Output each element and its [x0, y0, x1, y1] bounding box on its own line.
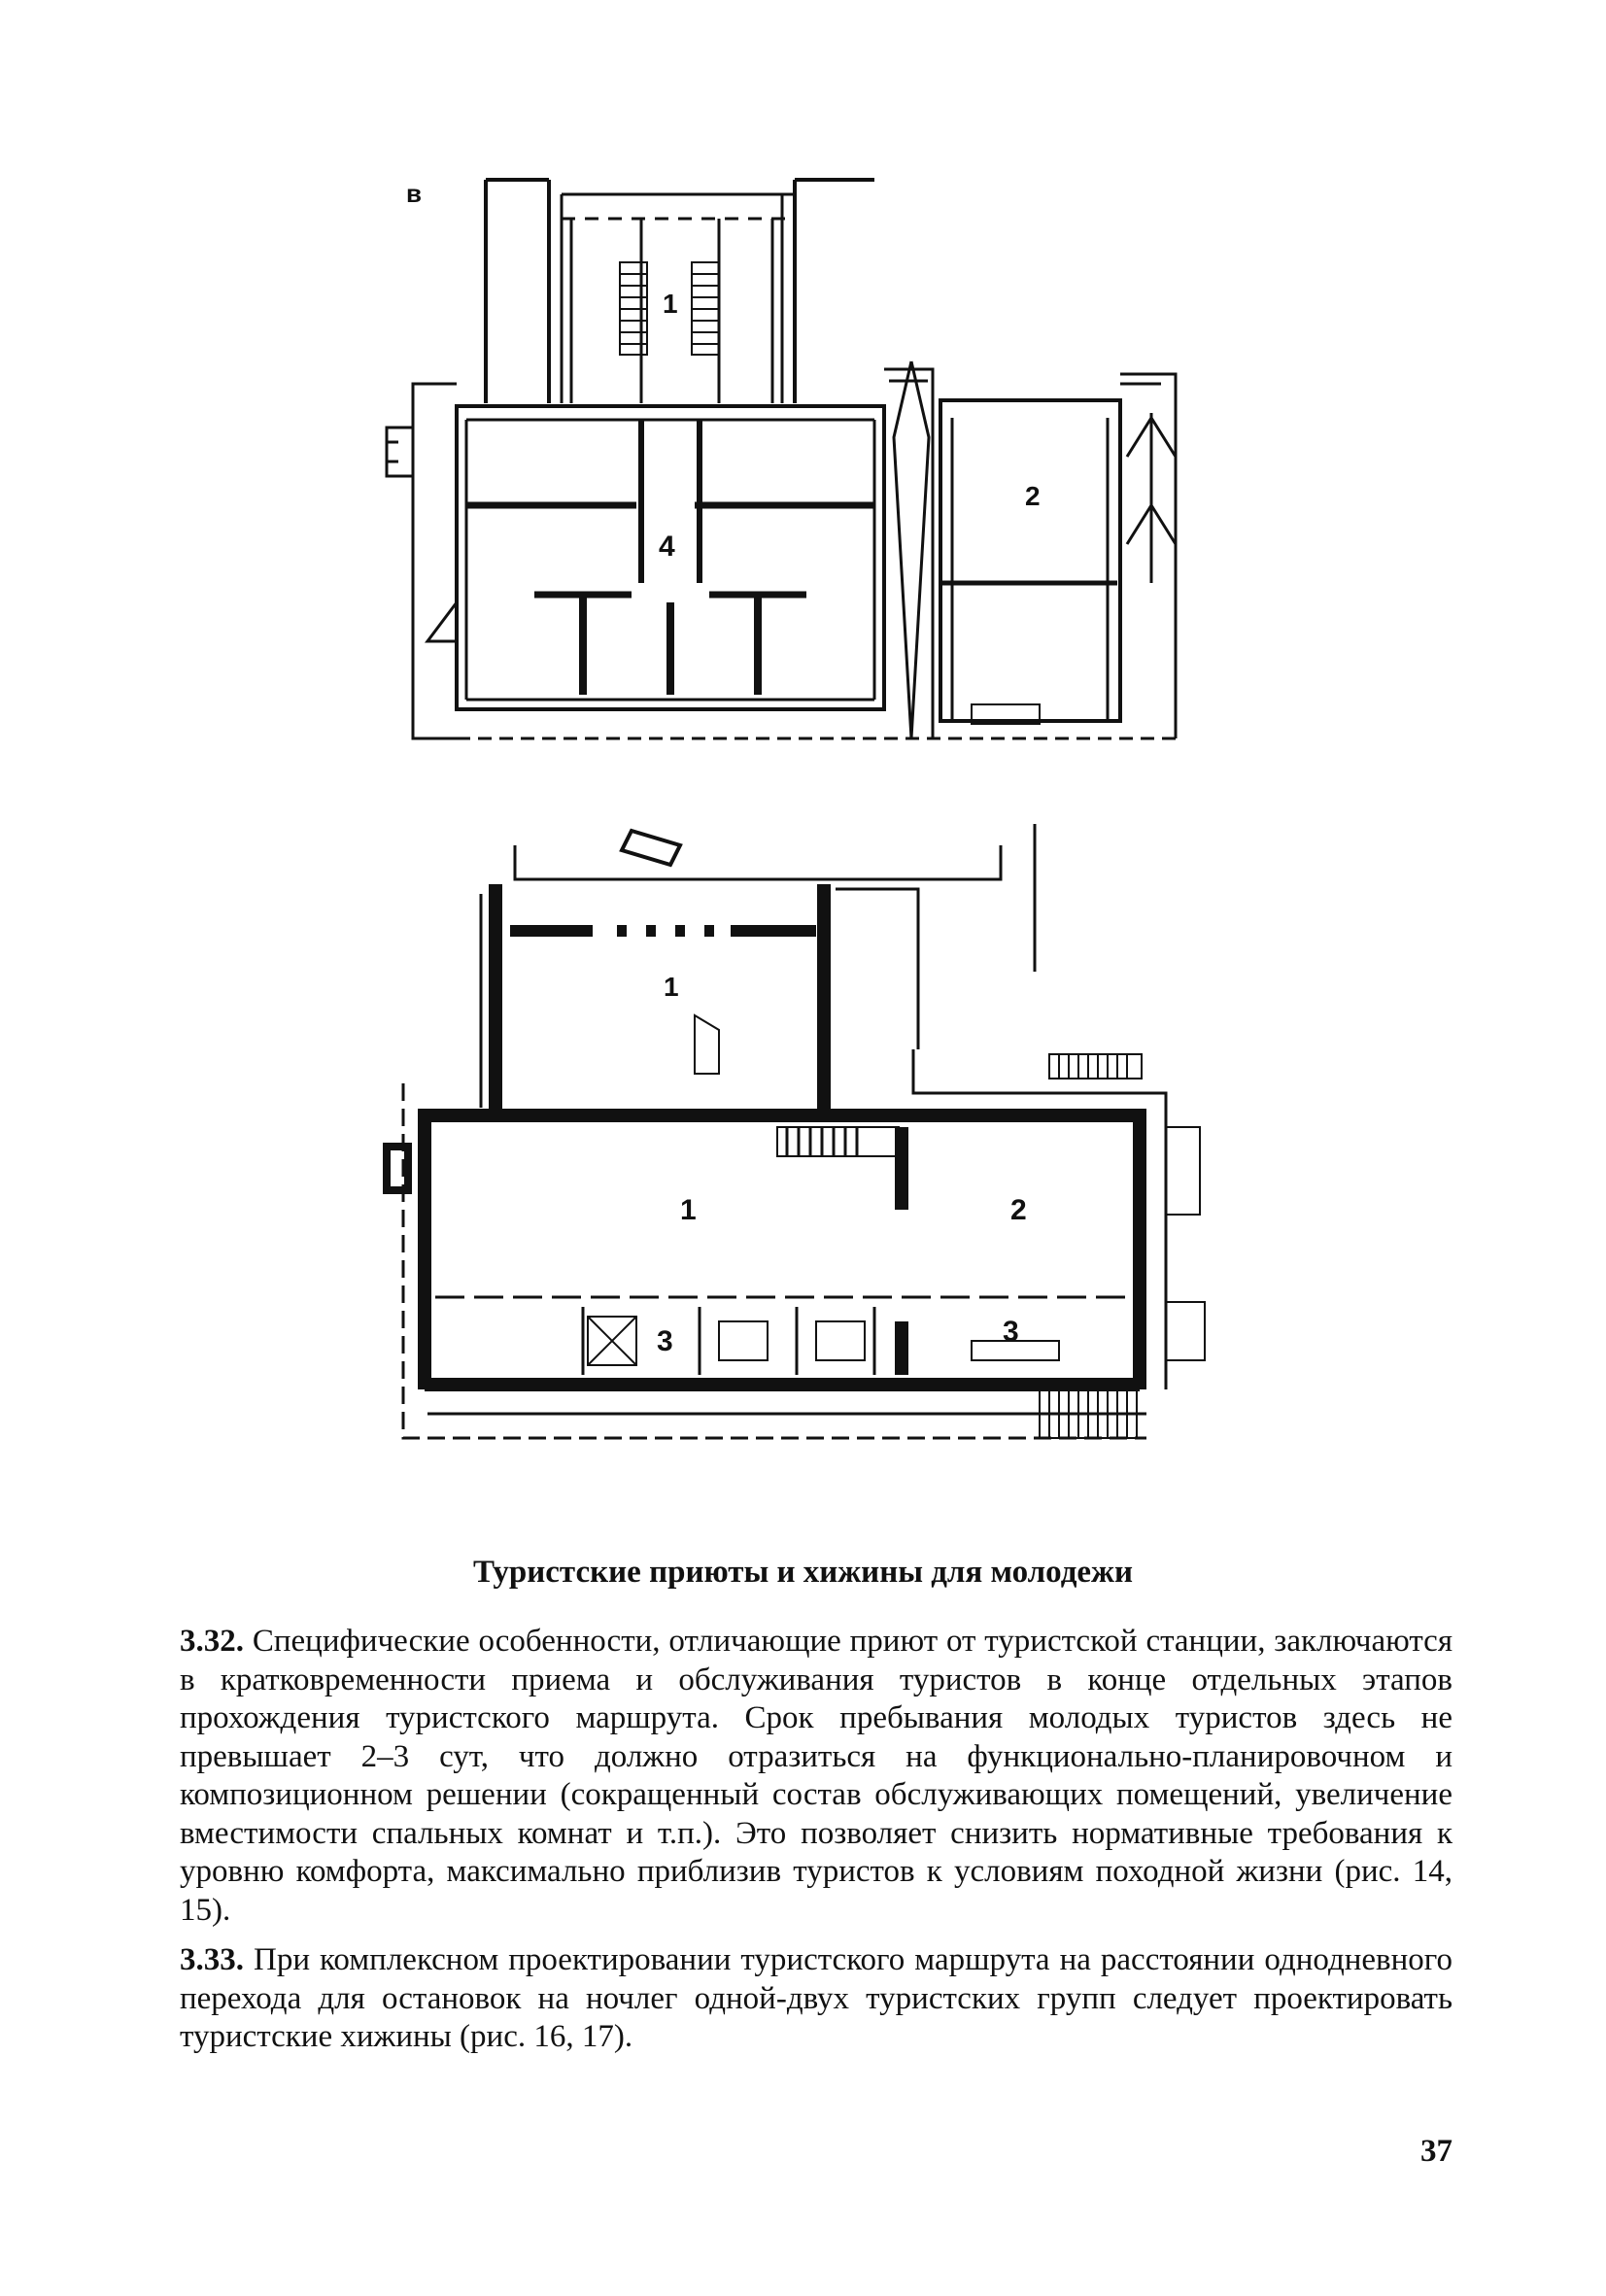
paragraph-number: 3.33.: [180, 1942, 244, 1977]
fig-letter-v: в: [406, 179, 422, 208]
paragraph-text: При комплексном проектировании туристского маршрута на расстоянии однодневного перехода для остановок на ночлег одной-двух туристских групп следует проектировать туристские хижины (рис. 16, 17).: [180, 1942, 1453, 2054]
top-room-label-2: 2: [1025, 481, 1041, 511]
paragraph-3-33: [180, 1941, 1452, 2057]
bottom-room-label-3b: 3: [1003, 1316, 1019, 1348]
top-floor-plan: [387, 180, 1176, 738]
bottom-room-label-upper-1: 1: [664, 972, 679, 1002]
page-number: 37: [1420, 2134, 1452, 2169]
bottom-room-label-main-1: 1: [680, 1194, 697, 1226]
bottom-room-label-3a: 3: [657, 1325, 673, 1357]
bottom-room-label-2: 2: [1010, 1194, 1027, 1226]
paragraph-text: Специфические особенности, отличающие приют от туристской станции, заключаются в кратковременности приема и обслуживания туристов в конце отдельных этапов прохождения туристского маршрута. Срок пребывания молодых туристов здесь не превышает 2–3 сут, что должно отразиться на функционально-планировочном и композиционном решении (сокращенный состав обслуживающих помещений, увеличение вместимости спальных комнат и т.п.). Это позволяет снизить нормативные требования к уровню комфорта, максимально приблизив туристов к условиям походной жизни (рис. 14, 15).: [180, 1624, 1452, 1928]
section-heading: Туристские приюты и хижины для молодежи: [473, 1555, 1133, 1590]
paragraph-number: 3.32.: [180, 1624, 244, 1659]
bottom-floor-plan: [387, 824, 1205, 1438]
top-room-label-1: 1: [663, 289, 678, 319]
top-room-label-4: 4: [659, 531, 675, 563]
paragraph-3-32: [180, 1623, 1452, 1930]
